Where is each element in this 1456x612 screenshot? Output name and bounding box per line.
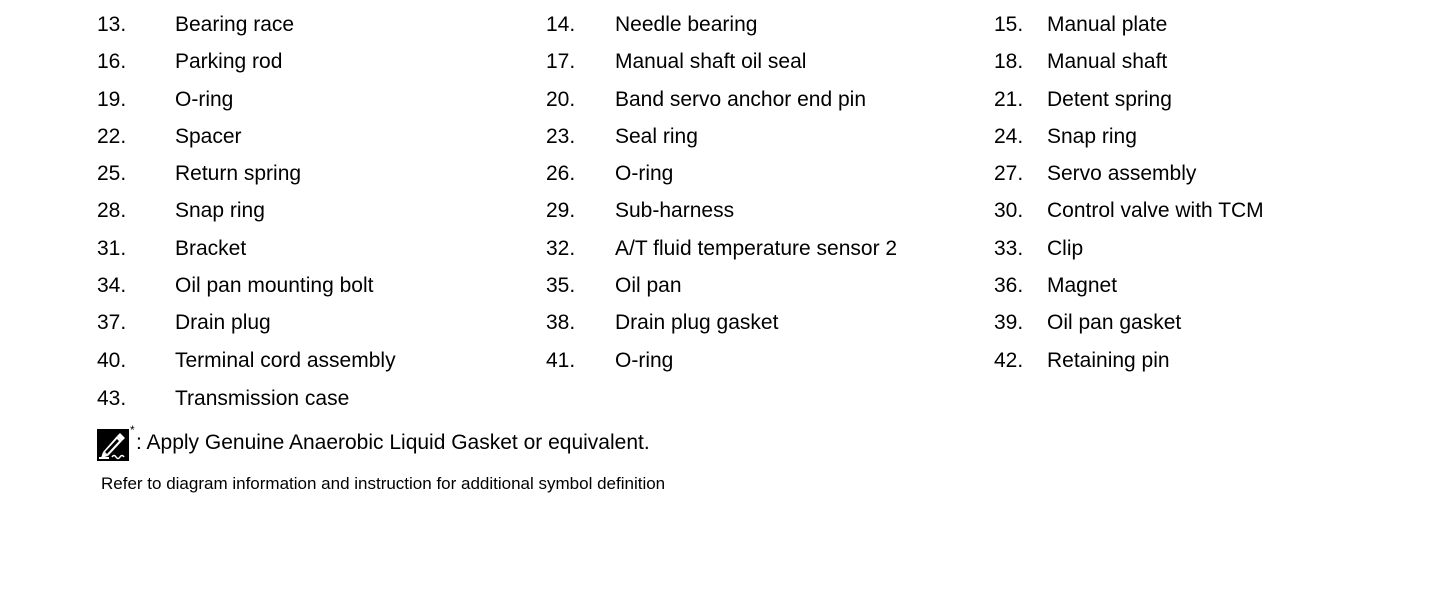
part-number: 24. [994, 125, 1024, 148]
part-name: Band servo anchor end pin [615, 88, 867, 111]
part-name: Manual plate [1047, 13, 1168, 36]
part-number: 18. [994, 50, 1024, 73]
part-number: 37. [97, 311, 127, 334]
part-name: Oil pan gasket [1047, 311, 1182, 334]
part-number: 32. [546, 237, 576, 260]
list-item [0, 273, 1456, 310]
list-item [0, 124, 1456, 161]
part-number: 26. [546, 162, 576, 185]
part-number: 25. [97, 162, 127, 185]
part-number: 21. [994, 88, 1024, 111]
part-name: A/T fluid temperature sensor 2 [615, 237, 898, 260]
legend [96, 424, 996, 460]
part-name: Detent spring [1047, 88, 1172, 111]
part-name: Snap ring [1047, 125, 1137, 148]
legend-marker: * [130, 423, 135, 437]
list-item [0, 161, 1456, 198]
list-item [0, 87, 1456, 124]
list-item [0, 348, 1456, 385]
list-item [0, 12, 1456, 49]
list-item [0, 386, 1456, 423]
part-number: 42. [994, 349, 1024, 372]
list-item [0, 49, 1456, 86]
part-name: Control valve with TCM [1047, 199, 1264, 222]
part-number: 15. [994, 13, 1024, 36]
part-number: 17. [546, 50, 576, 73]
part-name: Sub-harness [615, 199, 735, 222]
part-number: 41. [546, 349, 576, 372]
part-name: Seal ring [615, 125, 698, 148]
part-number: 28. [97, 199, 127, 222]
part-number: 38. [546, 311, 576, 334]
part-number: 14. [546, 13, 576, 36]
part-name: Bearing race [175, 13, 295, 36]
part-number: 13. [97, 13, 127, 36]
part-number: 36. [994, 274, 1024, 297]
part-number: 19. [97, 88, 127, 111]
part-number: 33. [994, 237, 1024, 260]
part-name: Spacer [175, 125, 242, 148]
part-name: Drain plug [175, 311, 271, 334]
part-number: 22. [97, 125, 127, 148]
part-name: Retaining pin [1047, 349, 1170, 372]
part-name: O-ring [175, 88, 234, 111]
part-name: Snap ring [175, 199, 265, 222]
part-name: O-ring [615, 162, 674, 185]
part-name: Drain plug gasket [615, 311, 779, 334]
part-name: Terminal cord assembly [175, 349, 396, 372]
part-number: 43. [97, 387, 127, 410]
list-item [0, 310, 1456, 347]
part-name: Needle bearing [615, 13, 758, 36]
part-name: Servo assembly [1047, 162, 1197, 185]
part-number: 16. [97, 50, 127, 73]
part-number: 34. [97, 274, 127, 297]
part-number: 31. [97, 237, 127, 260]
liquid-gasket-icon [96, 428, 130, 462]
part-name: Manual shaft oil seal [615, 50, 807, 73]
part-name: Oil pan mounting bolt [175, 274, 374, 297]
part-name: Oil pan [615, 274, 682, 297]
list-item [0, 198, 1456, 235]
part-name: Bracket [175, 237, 247, 260]
list-item [0, 236, 1456, 273]
part-name: Magnet [1047, 274, 1118, 297]
part-name: Clip [1047, 237, 1084, 260]
part-name: Return spring [175, 162, 302, 185]
part-name: O-ring [615, 349, 674, 372]
refer-note: Refer to diagram information and instruction for additional symbol definition [101, 474, 666, 493]
part-number: 39. [994, 311, 1024, 334]
part-number: 29. [546, 199, 576, 222]
part-number: 40. [97, 349, 127, 372]
part-number: 23. [546, 125, 576, 148]
part-name: Parking rod [175, 50, 283, 73]
part-number: 27. [994, 162, 1024, 185]
part-number: 30. [994, 199, 1024, 222]
part-number: 20. [546, 88, 576, 111]
part-number: 35. [546, 274, 576, 297]
legend-text: : Apply Genuine Anaerobic Liquid Gasket or equivalent. [136, 431, 650, 454]
part-name: Manual shaft [1047, 50, 1168, 73]
part-name: Transmission case [175, 387, 350, 410]
